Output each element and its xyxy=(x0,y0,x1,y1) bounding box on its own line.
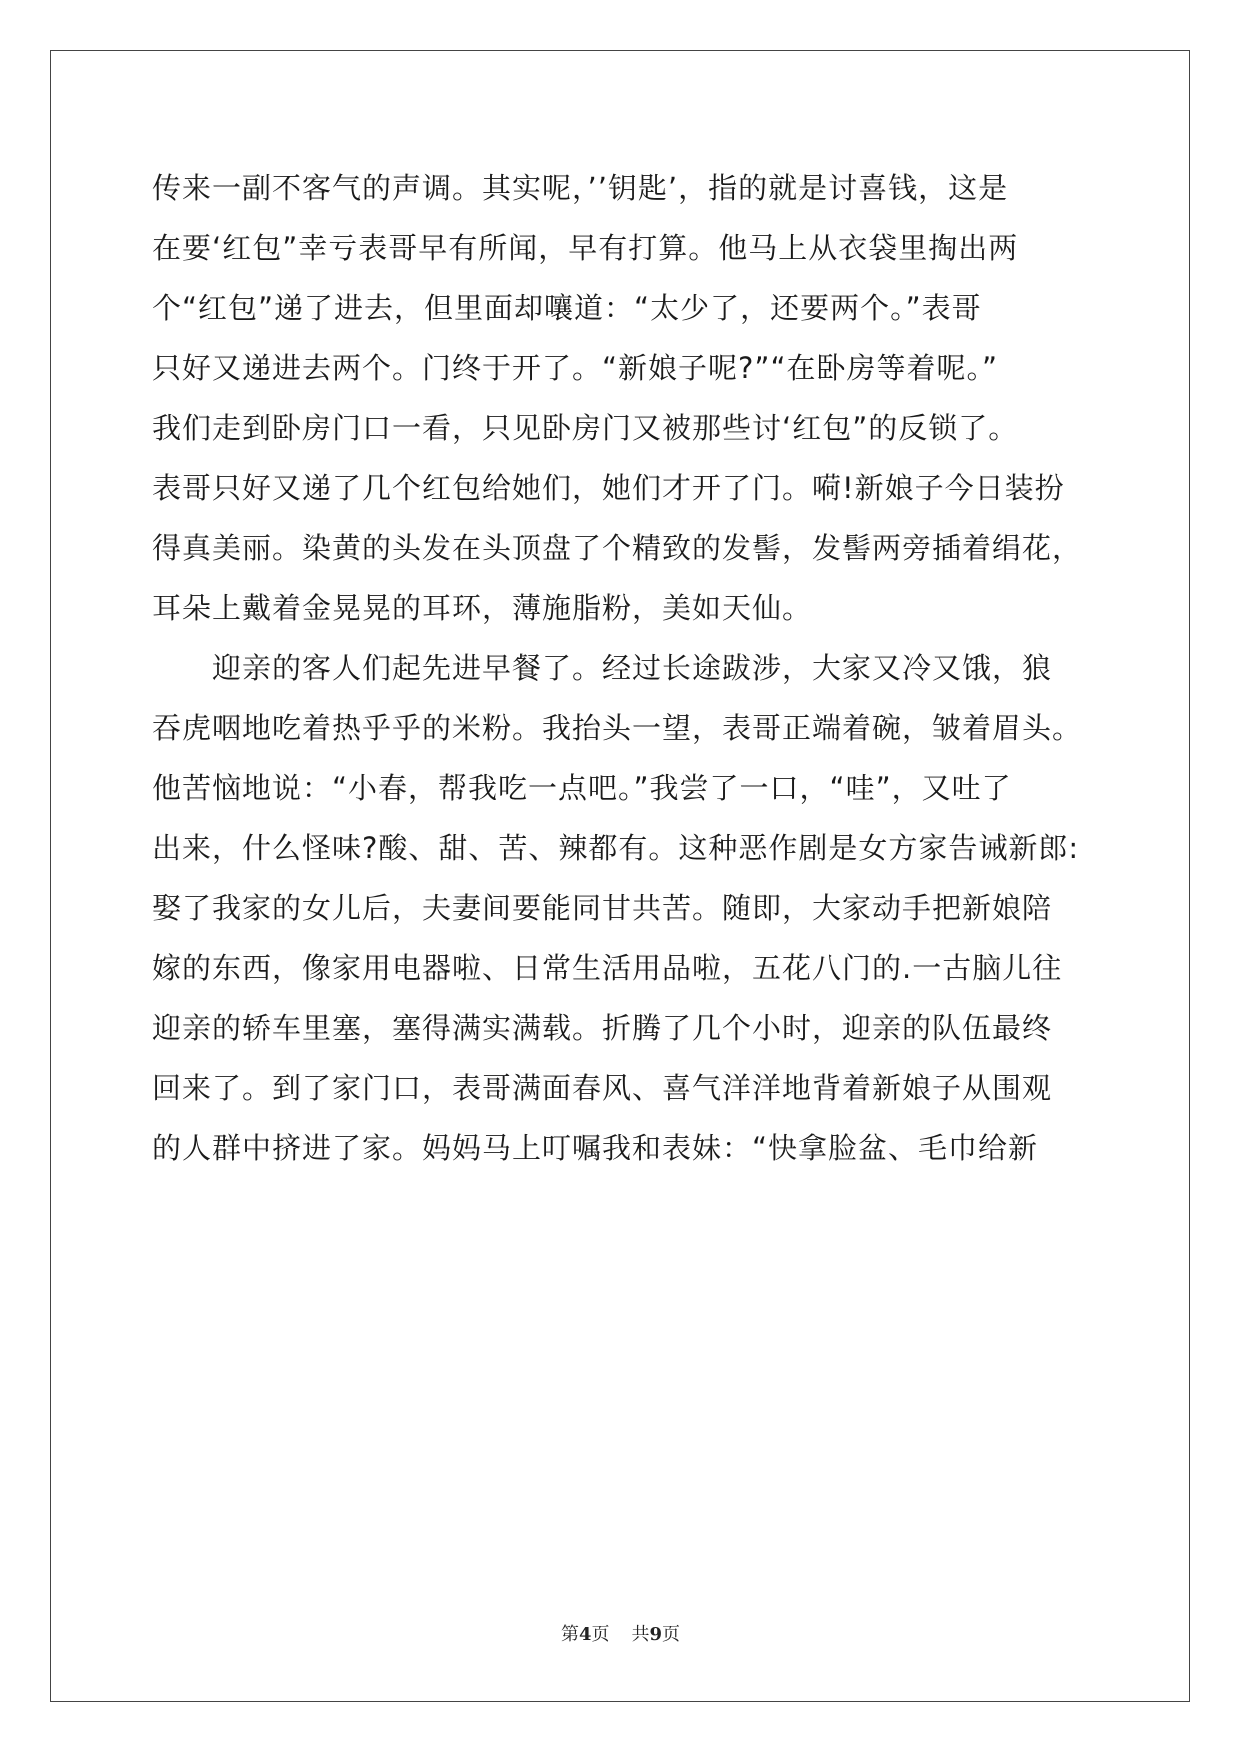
text-line: 回来了。到了家门口，表哥满面春风、喜气洋洋地背着新娘子从围观 xyxy=(152,1071,1053,1105)
text-line: 出来，什么怪味?酸、甜、苦、辣都有。这种恶作剧是女方家告诫新郎: xyxy=(152,831,1080,865)
text-line: 迎亲的客人们起先进早餐了。经过长途跋涉，大家又冷又饿，狼 xyxy=(212,651,1053,685)
text-line: 吞虎咽地吃着热乎乎的米粉。我抬头一望，表哥正端着碗，皱着眉头。 xyxy=(152,711,1083,745)
text-line: 娶了我家的女儿后，夫妻间要能同甘共苦。随即，大家动手把新娘陪 xyxy=(152,891,1053,925)
text-line: 迎亲的轿车里塞，塞得满实满载。折腾了几个小时，迎亲的队伍最终 xyxy=(152,1011,1053,1045)
page-number-footer xyxy=(0,1620,1241,1646)
footer-di: 第 xyxy=(560,1624,579,1645)
total-pages-number: 9 xyxy=(649,1624,663,1645)
text-line: 个“红包”递了进去，但里面却嚷道：“太少了，还要两个。”表哥 xyxy=(152,291,982,325)
text-line: 他苦恼地说：“小春，帮我吃一点吧。”我尝了一口，“哇”，又吐了 xyxy=(152,771,1012,805)
footer-ye: 页 xyxy=(591,1624,610,1645)
text-line: 表哥只好又递了几个红包给她们，她们才开了门。嗬!新娘子今日装扮 xyxy=(152,471,1065,505)
text-line: 嫁的东西，像家用电器啦、日常生活用品啦，五花八门的.一古脑儿往 xyxy=(152,951,1063,985)
text-line: 在要‘红包”幸亏表哥早有所闻，早有打算。他马上从衣袋里掏出两 xyxy=(152,231,1019,265)
text-line: 只好又递进去两个。门终于开了。“新娘子呢?”“在卧房等着呢。” xyxy=(152,351,998,385)
current-page-number: 4 xyxy=(578,1624,592,1645)
text-line: 传来一副不客气的声调。其实呢，’’钥匙’，指的就是讨喜钱，这是 xyxy=(152,171,1009,205)
footer-gong: 共 xyxy=(631,1624,650,1645)
text-line: 我们走到卧房门口一看，只见卧房门又被那些讨‘红包”的反锁了。 xyxy=(152,411,1019,445)
footer-ye: 页 xyxy=(662,1624,681,1645)
text-line: 的人群中挤进了家。妈妈马上叮嘱我和表妹：“快拿脸盆、毛巾给新 xyxy=(152,1131,1039,1165)
text-line: 得真美丽。染黄的头发在头顶盘了个精致的发髻，发髻两旁插着绢花， xyxy=(152,531,1083,565)
text-line: 耳朵上戴着金晃晃的耳环，薄施脂粉，美如天仙。 xyxy=(152,591,813,625)
